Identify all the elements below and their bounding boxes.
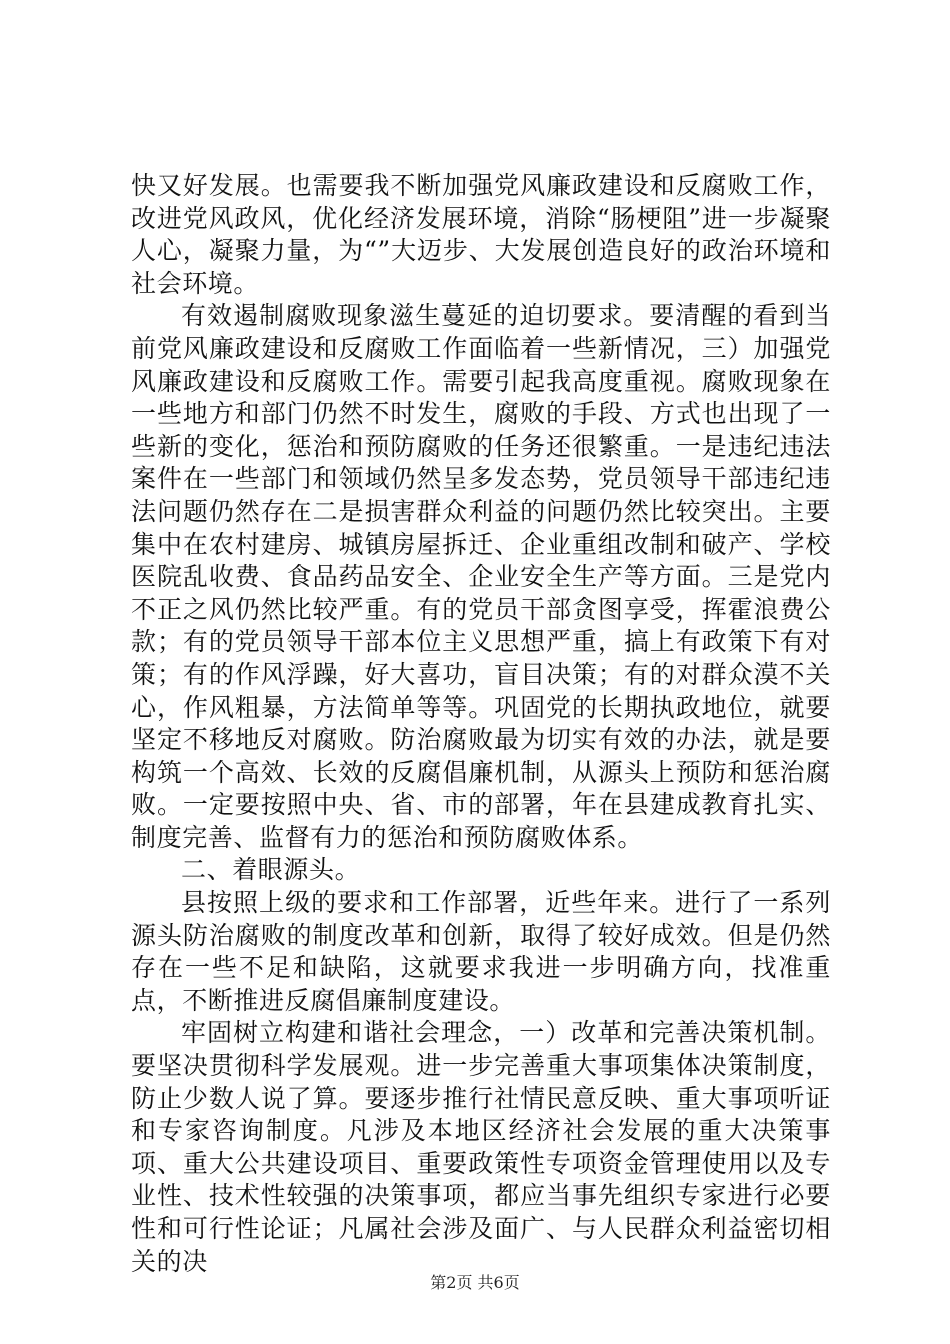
paragraph-2: 有效遏制腐败现象滋生蔓延的迫切要求。要清醒的看到当前党风廉政建设和反腐败工作面临着一些新情况，三）加强党风廉政建设和反腐败工作。需要引起我高度重视。腐败现象在一些地方和部门仍然不时发生，腐败的手段、方式也出现了一些新的变化，惩治和预防腐败的任务还很繁重。一是违纪违法案件在一些部门和领域仍然呈多发态势，党员领导干部违纪违法问题仍然存在二是损害群众利益的问题仍然比较突出。主要集中在农村建房、城镇房屋拆迁、企业重组改制和破产、学校医院乱收费、食品药品安全、企业安全生产等方面。三是党内不正之风仍然比较严重。有的党员干部贪图享受，挥霍浪费公款；有的党员领导干部本位主义思想严重，搞上有政策下有对策；有的作风浮躁，好大喜功，盲目决策；有的对群众漠不关心，作风粗暴，方法简单等等。巩固党的长期执政地位，就要坚定不移地反对腐败。防治腐败最为切实有效的办法，就是要构筑一个高效、长效的反腐倡廉机制，从源头上预防和惩治腐败。一定要按照中央、省、市的部署，年在县建成教育扎实、制度完善、监督有力的惩治和预防腐败体系。 [131, 301, 831, 852]
section-heading: 二、着眼源头。 [181, 855, 361, 885]
paragraph-1: 快又好发展。也需要我不断加强党风廉政建设和反腐败工作，改进党风政风，优化经济发展环境，消除“肠梗阻”进一步凝聚人心，凝聚力量，为“”大迈步、大发展创造良好的政治环境和社会环境。 [131, 171, 831, 298]
page-number: 第2页 共6页 [430, 1273, 520, 1292]
body-text [131, 170, 831, 1278]
paragraph-4: 牢固树立构建和谐社会理念，一）改革和完善决策机制。要坚决贯彻科学发展观。进一步完善重大事项集体决策制度，防止少数人说了算。要逐步推行社情民意反映、重大事项听证和专家咨询制度。凡涉及本地区经济社会发展的重大决策事项、重大公共建设项目、重要政策性专项资金管理使用以及专业性、技术性较强的决策事项，都应当事先组织专家进行必要性和可行性论证；凡属社会涉及面广、与人民群众利益密切相关的决 [131, 1018, 831, 1276]
paragraph-3: 县按照上级的要求和工作部署，近些年来。进行了一系列源头防治腐败的制度改革和创新，取得了较好成效。但是仍然存在一些不足和缺陷，这就要求我进一步明确方向，找准重点，不断推进反腐倡廉制度建设。 [131, 888, 831, 1015]
